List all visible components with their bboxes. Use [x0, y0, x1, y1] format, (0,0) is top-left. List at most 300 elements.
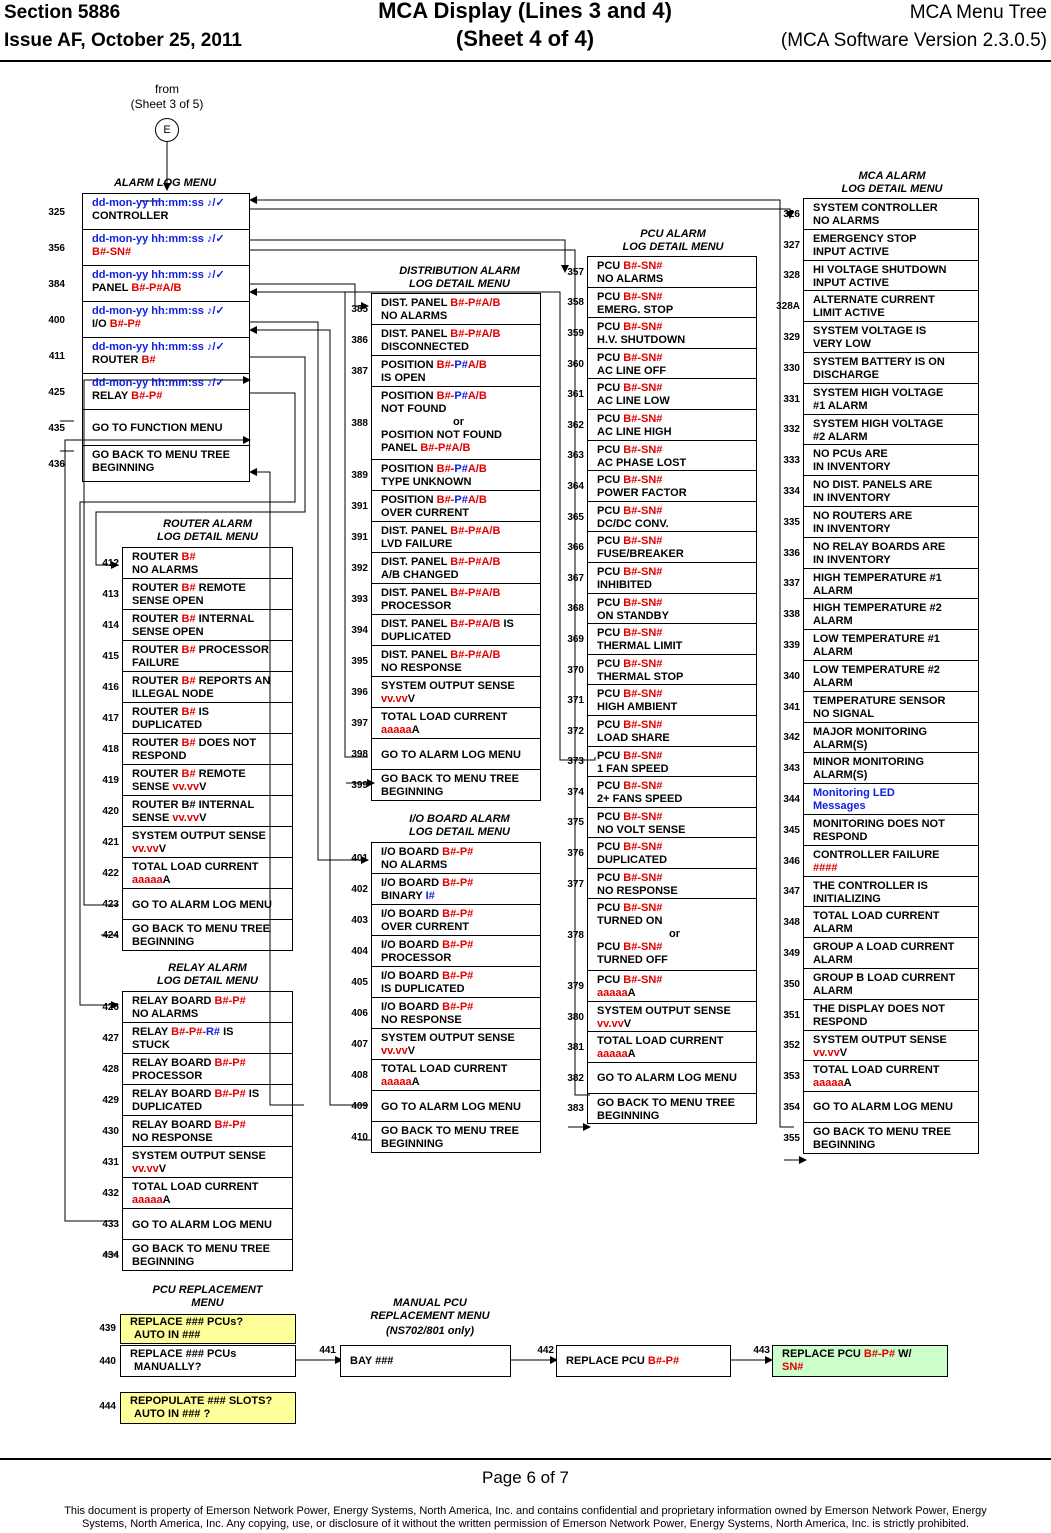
menu-row[interactable] [567, 837, 757, 869]
menu-number: 410 [351, 1132, 368, 1143]
menu-row[interactable] [567, 440, 757, 472]
row-text: RELAY BOARD [132, 995, 215, 1007]
row-text: aaaaa [813, 1077, 844, 1090]
menu-row[interactable] [102, 888, 293, 920]
row-line [597, 273, 752, 286]
menu-row[interactable] [783, 260, 979, 292]
menu-row[interactable] [783, 783, 979, 815]
row-line [132, 706, 288, 719]
menu-row[interactable] [783, 475, 979, 507]
menu-row[interactable] [567, 531, 757, 563]
row-text: THERMAL LIMIT [597, 640, 683, 653]
io-menu-title [372, 813, 547, 839]
menu-row[interactable] [567, 348, 757, 380]
row-text: B#-SN# [623, 443, 663, 456]
row-text: B# [181, 582, 196, 594]
row-line [381, 890, 536, 903]
menu-row[interactable] [567, 807, 757, 839]
menu-row[interactable] [783, 968, 979, 1000]
row-line [132, 843, 288, 856]
repopulate-box[interactable] [120, 1392, 296, 1424]
row-line [813, 369, 974, 382]
menu-number: 426 [102, 1002, 119, 1013]
menu-row[interactable] [351, 552, 541, 584]
menu-number: 380 [567, 1011, 584, 1023]
menu-row[interactable] [351, 386, 541, 460]
menu-row[interactable] [783, 598, 979, 630]
menu-row[interactable] [102, 1084, 293, 1116]
row-text: SYSTEM OUTPUT SENSE [381, 679, 515, 692]
menu-row[interactable] [567, 501, 757, 533]
menu-row[interactable] [351, 707, 541, 739]
row-text: ROUTER [132, 768, 182, 780]
menu-row[interactable] [102, 764, 293, 796]
row-text: THE DISPLAY DOES NOT [813, 1002, 946, 1015]
menu-row[interactable] [567, 898, 757, 971]
row-line [813, 387, 974, 400]
row-text: POSITION [381, 493, 437, 506]
menu-row[interactable] [567, 409, 757, 441]
menu-number: 419 [102, 775, 119, 786]
menu-row[interactable] [567, 654, 757, 686]
row-text: LOW TEMPERATURE #1 [813, 633, 940, 646]
row-line [132, 1212, 288, 1238]
row-line [597, 260, 752, 273]
row-line [381, 1063, 536, 1076]
menu-row[interactable] [351, 645, 541, 677]
row-line [132, 1256, 288, 1269]
row-line [92, 462, 245, 475]
menu-row[interactable] [783, 999, 979, 1031]
replace-auto-box[interactable] [120, 1314, 296, 1344]
menu-number: 394 [351, 624, 368, 636]
row-text: vv.vv [813, 1046, 840, 1059]
row-text: NO ALARMS [597, 273, 664, 285]
row-text: EMERGENCY STOP [813, 232, 917, 245]
row-text: NO ALARMS [132, 564, 199, 576]
row-line [813, 585, 974, 598]
row-text: B#-P# [442, 877, 474, 889]
row-text: GO BACK TO MENU TREE [381, 772, 519, 785]
row-line [813, 615, 974, 628]
menu-row[interactable] [102, 702, 293, 734]
row-line [813, 233, 974, 246]
row-text: PCU [597, 351, 624, 364]
menu-row[interactable] [567, 593, 757, 625]
row-text: aaaaa [597, 1048, 628, 1061]
row-line [813, 726, 974, 739]
menu-row[interactable] [102, 1146, 293, 1178]
replace-manual-box[interactable] [120, 1345, 296, 1377]
row-line [597, 987, 752, 1000]
row-text: aaaaa [132, 1194, 163, 1206]
row-text: DIST. PANEL [381, 617, 451, 630]
row-text: AC LINE HIGH [597, 425, 672, 438]
menu-row[interactable] [567, 317, 757, 349]
menu-row[interactable] [783, 691, 979, 723]
row-text: ROUTER [132, 737, 182, 749]
row-line [813, 461, 974, 474]
row-text: INPUT ACTIVE [813, 245, 889, 258]
menu-number: 389 [351, 469, 368, 481]
menu-number: 428 [102, 1064, 119, 1075]
row-text: A [162, 1194, 171, 1206]
menu-row[interactable] [102, 991, 293, 1023]
menu-row[interactable] [567, 1031, 757, 1063]
row-line [132, 1039, 288, 1052]
row-text: BEGINNING [132, 1256, 195, 1268]
menu-row[interactable] [351, 459, 541, 491]
row-text: LOAD SHARE [597, 731, 670, 744]
row-line [381, 1001, 536, 1014]
row-text: POSITION [381, 359, 437, 371]
menu-number: 434 [102, 1250, 119, 1261]
row-line [597, 597, 752, 610]
row-text: PCU [597, 718, 624, 731]
menu-row[interactable] [783, 229, 979, 261]
row-line [597, 974, 752, 987]
manual-replacement-title [350, 1297, 510, 1338]
row-line [132, 1119, 288, 1132]
row-line [597, 548, 752, 561]
row-line [381, 680, 536, 693]
row-line [597, 1048, 752, 1061]
row-text: TYPE UNKNOWN [381, 475, 472, 488]
row-text: ALARM [813, 923, 853, 936]
proprietary-notice-2: Systems, North America, Inc. Any copying, use, or disclosure of it without the written permission of Emerson Network Power, Energy Systems, North America, Inc. is strictly prohibited. [81, 1518, 970, 1530]
row-line [381, 1032, 536, 1045]
row-text: TEMPERATURE SENSOR [813, 694, 946, 707]
row-text: IS [195, 706, 210, 718]
from-sheet: (Sheet 3 of 5) [130, 97, 204, 111]
menu-row[interactable] [783, 1030, 979, 1062]
menu-row[interactable] [351, 935, 541, 967]
menu-row[interactable] [783, 1091, 979, 1123]
menu-number: 420 [102, 806, 119, 817]
menu-row[interactable] [776, 290, 979, 322]
row-text: NO RESPONSE [597, 884, 678, 897]
menu-row[interactable] [567, 562, 757, 594]
row-text: B#-SN# [623, 474, 663, 487]
menu-row[interactable] [48, 193, 250, 230]
menu-row[interactable] [351, 1090, 541, 1122]
menu-row[interactable] [48, 229, 250, 266]
manual-title-1: MANUAL PCU [393, 1297, 467, 1309]
row-text: IS [500, 617, 514, 630]
menu-row[interactable] [567, 746, 757, 778]
row-text: DIST. PANEL [381, 297, 451, 309]
row-line [132, 812, 288, 825]
menu-row[interactable] [567, 868, 757, 900]
menu-row[interactable] [351, 904, 541, 936]
menu-row[interactable] [48, 301, 250, 338]
pcu-title-1: PCU ALARM [640, 228, 706, 240]
menu-number: 329 [783, 332, 800, 344]
row-text: B#-P# [442, 970, 474, 982]
row-line [813, 633, 974, 646]
menu-row[interactable] [567, 684, 757, 716]
row-text: ROUTER [132, 706, 182, 718]
menu-row[interactable] [351, 997, 541, 1029]
row-line [381, 859, 536, 872]
menu-row[interactable] [783, 383, 979, 415]
menu-row[interactable] [351, 676, 541, 708]
row-text: B#-SN# [623, 974, 663, 987]
replace-pcu-box[interactable] [556, 1345, 731, 1377]
menu-row[interactable] [783, 414, 979, 446]
menu-number: 386 [351, 335, 368, 346]
menu-row[interactable] [567, 623, 757, 655]
row-line [381, 693, 536, 706]
bay-box[interactable]: BAY ### [340, 1345, 511, 1377]
row-text: BEGINNING [597, 1109, 660, 1122]
row-text: IS DUPLICATED [381, 983, 465, 995]
row-line [597, 518, 752, 531]
row-line [813, 954, 974, 967]
menu-row[interactable] [351, 583, 541, 615]
menu-number: 378 [567, 929, 584, 941]
row-text: B#-P#A/B [450, 297, 501, 309]
row-line [813, 941, 974, 954]
row-text: ALARM(S) [813, 769, 868, 782]
row-line [381, 1076, 536, 1089]
menu-row[interactable] [567, 470, 757, 502]
menu-row[interactable] [351, 769, 541, 801]
menu-row[interactable] [783, 752, 979, 784]
row-line [597, 444, 752, 457]
menu-row[interactable] [102, 1239, 293, 1271]
menu-row[interactable] [351, 1028, 541, 1060]
row-line [132, 613, 288, 626]
row-line [813, 264, 974, 277]
row-line [597, 579, 752, 592]
row-text: IN INVENTORY [813, 553, 891, 566]
menu-row[interactable] [48, 337, 250, 374]
menu-row[interactable] [783, 814, 979, 846]
row-text: TURNED ON [597, 915, 663, 928]
menu-row[interactable] [102, 578, 293, 610]
row-line [597, 780, 752, 793]
menu-row[interactable] [783, 660, 979, 692]
row-line [597, 854, 752, 867]
row-line [381, 846, 536, 859]
alarm-log-menu-title: ALARM LOG MENU [113, 177, 217, 189]
row-text: B#-SN# [623, 688, 663, 701]
menu-number: 360 [567, 358, 584, 370]
row-line [813, 739, 974, 752]
menu-row[interactable] [567, 256, 757, 288]
row-line [597, 902, 752, 915]
row-line [132, 1194, 288, 1207]
menu-row[interactable] [102, 919, 293, 951]
menu-row[interactable] [567, 378, 757, 410]
menu-row[interactable] [783, 629, 979, 661]
row-text: B#-P# [214, 1057, 246, 1069]
menu-row[interactable] [102, 1022, 293, 1054]
menu-row[interactable] [783, 937, 979, 969]
menu-row[interactable] [567, 1093, 757, 1125]
row-text: B# [181, 613, 196, 625]
menu-row[interactable] [351, 293, 541, 325]
row-text: LVD FAILURE [381, 537, 453, 550]
row-text: IS OPEN [381, 372, 426, 384]
menu-row[interactable] [351, 614, 541, 646]
row-text: PCU [597, 841, 624, 854]
menu-row[interactable] [351, 521, 541, 553]
menu-number: 345 [783, 824, 800, 836]
menu-row[interactable] [351, 873, 541, 905]
row-text: B# [181, 768, 196, 780]
row-text: vv.vv [597, 1017, 624, 1030]
row-line [132, 799, 288, 812]
menu-number: 351 [783, 1009, 800, 1021]
menu-row[interactable] [48, 409, 250, 446]
menu-row[interactable] [102, 609, 293, 641]
menu-row[interactable] [783, 722, 979, 754]
menu-number: 427 [102, 1033, 119, 1044]
menu-row[interactable] [783, 198, 979, 230]
row-text: TOTAL LOAD CURRENT [813, 1064, 940, 1077]
row-text: B#-P#A/B [450, 328, 501, 340]
row-text: P# [454, 493, 468, 506]
menu-row[interactable] [351, 842, 541, 874]
menu-row[interactable] [351, 966, 541, 998]
replace-pcu-with-sn-box[interactable] [772, 1345, 948, 1377]
replace-auto-line2: AUTO IN ### [134, 1329, 201, 1341]
menu-row[interactable] [783, 352, 979, 384]
menu-number: 382 [567, 1072, 584, 1084]
menu-row[interactable] [783, 1060, 979, 1092]
row-text: SYSTEM OUTPUT SENSE [597, 1004, 731, 1017]
row-line [597, 701, 752, 714]
menu-row[interactable] [783, 321, 979, 353]
row-text: I/O BOARD [381, 846, 443, 858]
menu-row[interactable] [783, 876, 979, 908]
router-menu-title [120, 518, 295, 544]
row-text: B#-P#A/B [450, 586, 501, 599]
row-line [813, 831, 974, 844]
menu-row[interactable] [102, 547, 293, 579]
row-text: B#-SN# [623, 565, 663, 578]
row-line [132, 626, 288, 639]
row-line [597, 658, 752, 671]
menu-row[interactable] [351, 1121, 541, 1153]
menu-row[interactable] [102, 857, 293, 889]
menu-number: 414 [102, 620, 119, 631]
row-text: B#-SN# [623, 535, 663, 548]
menu-row[interactable] [567, 287, 757, 319]
row-text: NO PCUs ARE [813, 448, 888, 461]
menu-number: 339 [783, 640, 800, 652]
menu-number: 338 [783, 609, 800, 621]
menu-row[interactable] [351, 355, 541, 387]
menu-number: 330 [783, 362, 800, 374]
row-text: A [411, 723, 420, 736]
row-text: SYSTEM OUTPUT SENSE [381, 1032, 515, 1044]
menu-row[interactable] [567, 1062, 757, 1094]
row-text: GO BACK TO MENU TREE [132, 1243, 270, 1255]
row-text: LOW TEMPERATURE #2 [813, 663, 940, 676]
menu-number: 397 [351, 717, 368, 729]
row-text: B#-P# [214, 995, 246, 1007]
row-line [597, 566, 752, 579]
row-text: A/B [467, 359, 487, 371]
row-text: IN INVENTORY [813, 461, 891, 474]
row-line [597, 627, 752, 640]
row-text: NO RESPONSE [132, 1132, 213, 1144]
row-line [597, 954, 752, 967]
menu-row[interactable] [567, 970, 757, 1002]
menu-row[interactable] [48, 373, 250, 410]
row-line [381, 773, 536, 786]
menu-number: 335 [783, 516, 800, 528]
menu-row[interactable] [48, 265, 250, 302]
menu-row[interactable] [102, 671, 293, 703]
row-text: ALARM(S) [813, 738, 868, 751]
row-text: PCU [597, 565, 624, 578]
menu-row[interactable] [783, 506, 979, 538]
menu-row[interactable] [102, 795, 293, 827]
mca-menu-title [806, 170, 978, 196]
mca-title-2: LOG DETAIL MENU [841, 183, 943, 195]
row-text: DUPLICATED [381, 630, 452, 643]
menu-row[interactable] [783, 845, 979, 877]
menu-row[interactable] [351, 1059, 541, 1091]
menu-row[interactable] [102, 640, 293, 672]
row-text: ON STANDBY [597, 609, 669, 622]
row-text: I/O BOARD [381, 1001, 443, 1013]
menu-row[interactable] [783, 568, 979, 600]
menu-row[interactable] [567, 1001, 757, 1033]
row-text: INTERNAL [195, 613, 255, 625]
menu-number: 333 [783, 455, 800, 467]
row-line [132, 923, 288, 936]
menu-number: 364 [567, 480, 584, 492]
relay-menu-title [120, 962, 295, 988]
row-line [132, 936, 288, 949]
row-line [597, 872, 752, 885]
menu-row[interactable] [102, 1177, 293, 1209]
row-text: B#-SN# [623, 871, 663, 884]
row-line [381, 569, 536, 582]
menu-row[interactable] [783, 444, 979, 476]
menu-row[interactable] [351, 490, 541, 522]
row-text: GO TO ALARM LOG MENU [381, 748, 521, 761]
row-line [92, 210, 245, 223]
row-text: I/O BOARD [381, 939, 443, 951]
menu-row[interactable] [567, 715, 757, 747]
menu-row[interactable] [102, 826, 293, 858]
row-line [132, 768, 288, 781]
menu-row[interactable] [351, 738, 541, 770]
menu-row[interactable] [783, 1122, 979, 1154]
menu-row[interactable] [783, 537, 979, 569]
row-line [132, 551, 288, 564]
menu-row[interactable] [102, 1115, 293, 1147]
menu-row[interactable] [783, 906, 979, 938]
row-line [597, 426, 752, 439]
row-line [597, 1066, 752, 1092]
pcu-menu-title [590, 228, 756, 254]
row-text: PCU [597, 941, 624, 954]
menu-row[interactable] [351, 324, 541, 356]
row-text: DC/DC CONV. [597, 517, 669, 530]
menu-row[interactable] [102, 1208, 293, 1240]
menu-row[interactable] [102, 733, 293, 765]
menu-row[interactable] [567, 776, 757, 808]
menu-row[interactable] [102, 1053, 293, 1085]
menu-row[interactable] [48, 445, 250, 482]
